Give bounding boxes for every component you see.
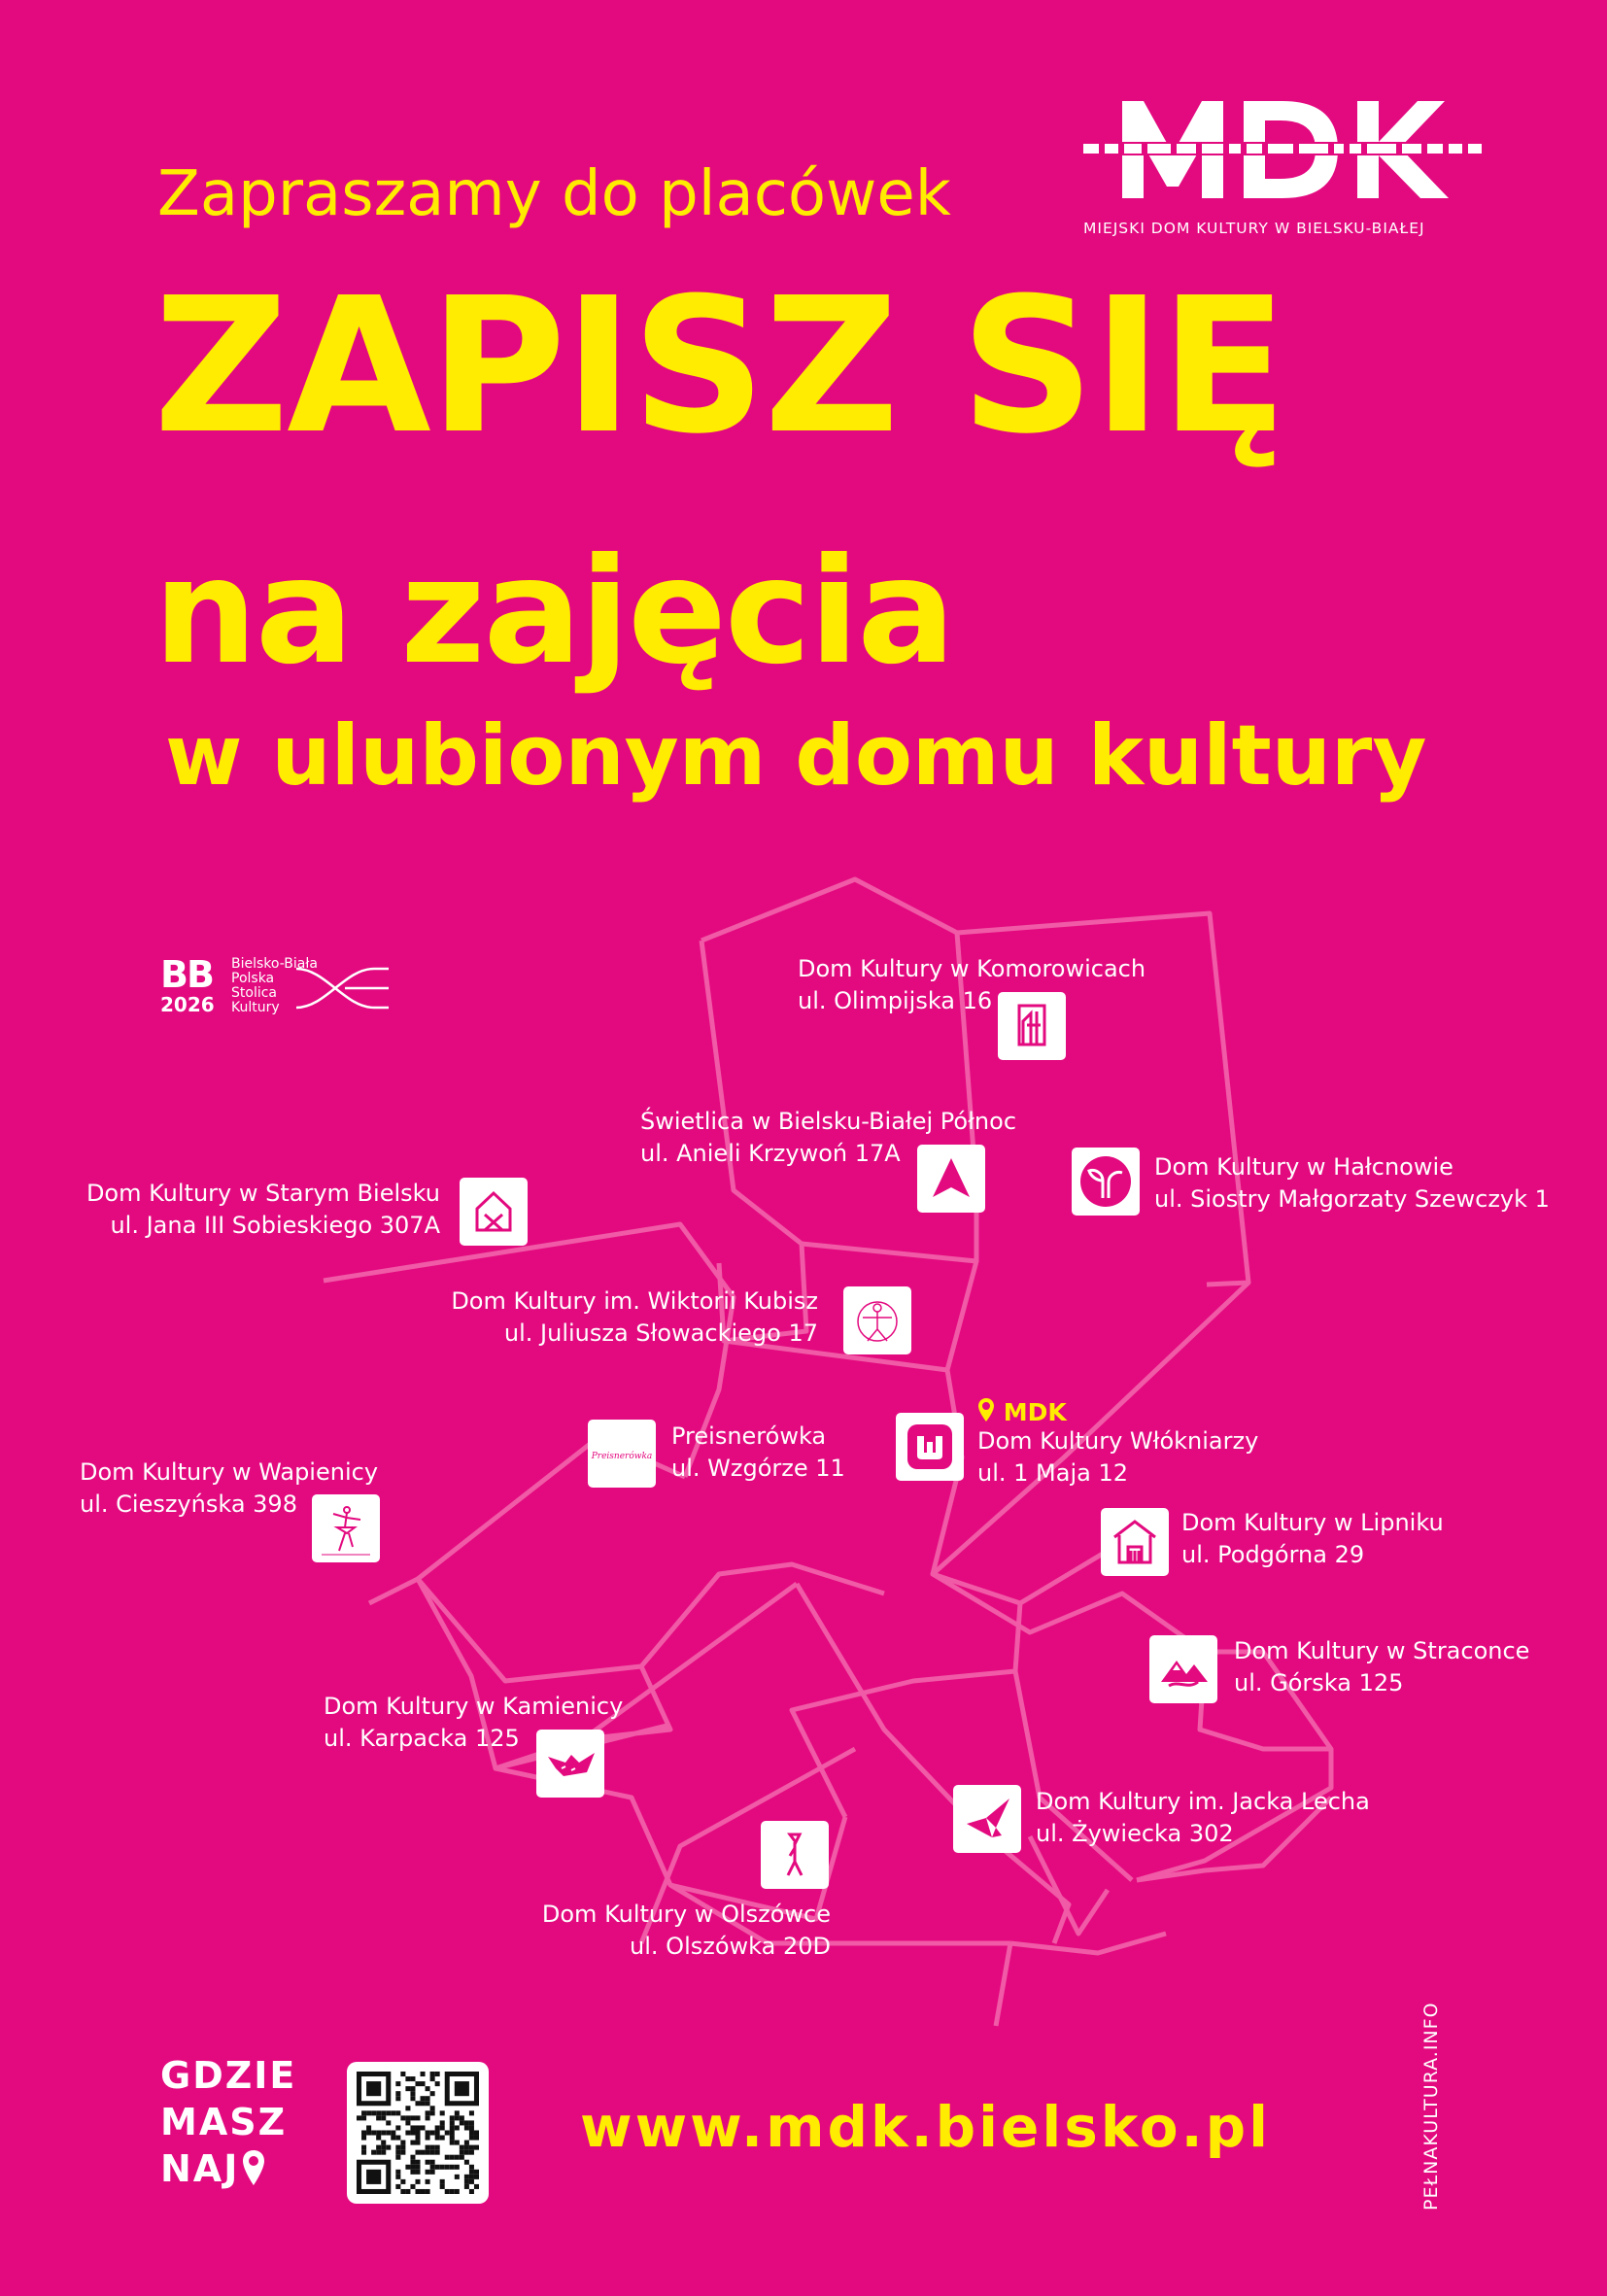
map-pin-icon xyxy=(977,1397,995,1422)
bb-line-3: Stolica xyxy=(231,985,277,1001)
ballerina-icon xyxy=(312,1494,380,1562)
location-address: ul. Olszówka 20D xyxy=(630,1933,831,1960)
location-address: ul. Siostry Małgorzaty Szewczyk 1 xyxy=(1154,1185,1550,1213)
location-name: Dom Kultury im. Wiktorii Kubisz xyxy=(451,1287,818,1315)
location-address: ul. Jana III Sobieskiego 307A xyxy=(110,1212,440,1239)
qr-code-image xyxy=(347,2062,489,2204)
location-address: ul. Karpacka 125 xyxy=(324,1725,520,1752)
triangle-icon xyxy=(917,1145,985,1213)
bb-wave-icon xyxy=(296,961,389,1015)
location-address: ul. Górska 125 xyxy=(1234,1669,1404,1696)
location-jacka-lecha xyxy=(1036,1786,1370,1850)
location-address: ul. Juliusza Słowackiego 17 xyxy=(503,1319,818,1347)
location-address: ul. Olimpijska 16 xyxy=(798,987,993,1014)
location-name: Preisnerówka xyxy=(671,1422,827,1450)
pelnakultura-info: PEŁNAKULTURA.INFO xyxy=(1420,2002,1442,2210)
bb-line-2: Polska xyxy=(231,971,275,986)
location-name: Dom Kultury w Olszówce xyxy=(541,1901,831,1928)
vitruvian-icon xyxy=(843,1286,911,1354)
location-preisnerowka xyxy=(671,1421,845,1485)
location-name: Dom Kultury im. Jacka Lecha xyxy=(1036,1788,1370,1815)
mdk-logo-subtitle: MIEJSKI DOM KULTURY W BIELSKU-BIAŁEJ xyxy=(1083,220,1425,237)
bird-icon xyxy=(536,1730,604,1798)
location-komorowice xyxy=(798,953,1145,1017)
location-name: Dom Kultury w Lipniku xyxy=(1181,1509,1444,1536)
house-icon xyxy=(460,1178,528,1246)
bb2026-logo xyxy=(160,953,393,1025)
bb-mark: BB xyxy=(160,953,213,996)
location-name: Dom Kultury w Starym Bielsku xyxy=(85,1180,440,1207)
location-stare-bielsko xyxy=(53,1178,440,1242)
location-kubisz xyxy=(427,1285,818,1350)
location-name: Świetlica w Bielsku-Białej Północ xyxy=(640,1108,1017,1135)
bb-line-1: Bielsko-Biała xyxy=(231,956,318,972)
location-name: Dom Kultury w Straconce xyxy=(1234,1637,1530,1664)
preisnerowka-icon xyxy=(588,1420,656,1488)
mdk-pin-label: MDK xyxy=(1003,1398,1067,1426)
bb-year: 2026 xyxy=(160,993,215,1016)
subheadline-2: w ulubionym domu kultury xyxy=(165,707,1427,805)
location-straconka xyxy=(1234,1635,1529,1699)
location-olszowka xyxy=(525,1899,831,1963)
website-link[interactable]: www.mdk.bielsko.pl xyxy=(580,2094,1272,2160)
location-name: Dom Kultury w Kamienicy xyxy=(324,1693,624,1720)
intro-text: Zapraszamy do placówek xyxy=(157,158,951,230)
location-name: Dom Kultury Włókniarzy xyxy=(977,1427,1259,1455)
komorowice-icon xyxy=(998,992,1066,1060)
bb-line-4: Kultury xyxy=(231,1000,280,1015)
location-name: Dom Kultury w Wapienicy xyxy=(80,1458,379,1486)
location-address: ul. Żywiecka 302 xyxy=(1036,1820,1234,1847)
gdzie-line-1: GDZIE xyxy=(160,2054,297,2097)
location-wlokniarzy xyxy=(977,1425,1258,1490)
figure-icon xyxy=(761,1821,829,1889)
location-address: ul. 1 Maja 12 xyxy=(977,1459,1128,1487)
location-address: ul. Podgórna 29 xyxy=(1181,1541,1365,1568)
barn-icon xyxy=(1101,1508,1169,1576)
mountains-icon xyxy=(1149,1635,1217,1703)
w-letter-icon xyxy=(896,1413,964,1481)
location-pin-icon xyxy=(241,2148,266,2187)
headline: ZAPISZ SIĘ xyxy=(154,258,1286,475)
location-address: ul. Anieli Krzywoń 17A xyxy=(640,1140,901,1167)
gdzie-line-2: MASZ xyxy=(160,2101,288,2143)
mdk-pin xyxy=(977,1397,1067,1426)
location-address: ul. Wzgórze 11 xyxy=(671,1455,845,1482)
location-address: ul. Cieszyńska 398 xyxy=(80,1491,297,1518)
qr-code[interactable] xyxy=(347,2062,489,2204)
location-name: Dom Kultury w Hałcnowie xyxy=(1154,1153,1453,1181)
sprout-icon xyxy=(1072,1148,1140,1216)
subheadline: na zajęcia xyxy=(154,528,954,697)
location-name: Dom Kultury w Komorowicach xyxy=(798,955,1146,982)
gdzie-masz-naj xyxy=(160,2052,296,2192)
location-lipnik xyxy=(1181,1507,1444,1571)
gdzie-line-3: NAJ xyxy=(160,2145,296,2192)
origami-crane-icon xyxy=(953,1785,1021,1853)
location-halcnow xyxy=(1154,1151,1550,1216)
svg-text:Preisnerówka: Preisnerówka xyxy=(591,1452,653,1461)
